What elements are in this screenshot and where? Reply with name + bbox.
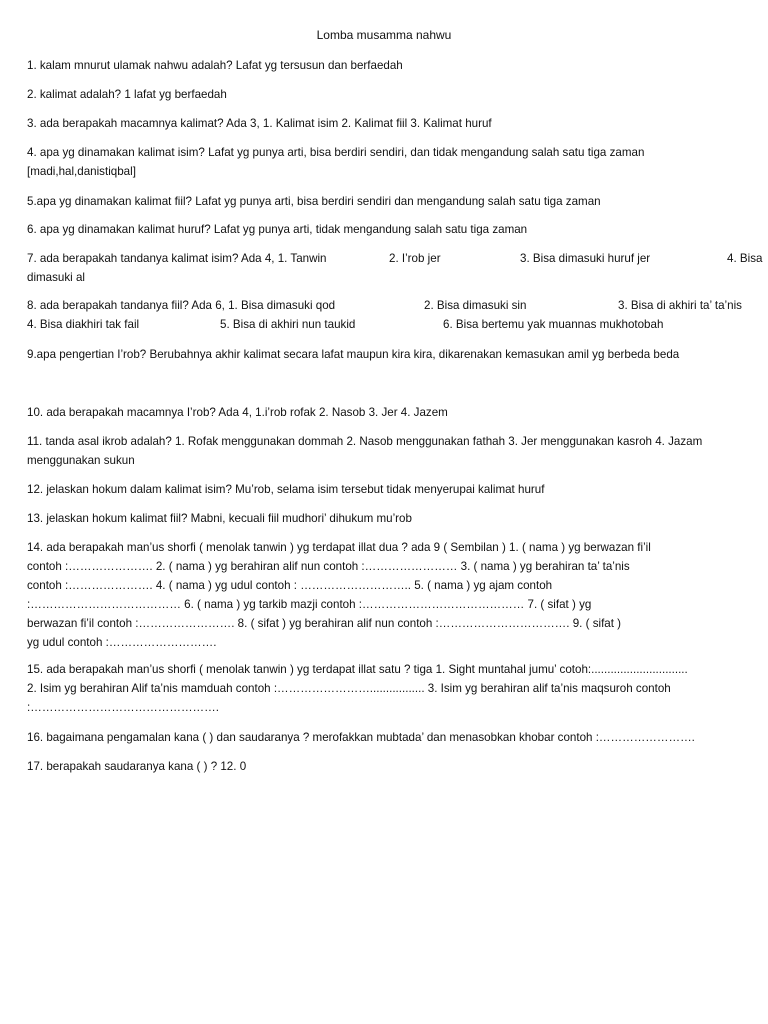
question-3-line-1: 3. ada berapakah macamnya kalimat? Ada 3, 1. Kalimat isim 2. Kalimat fiil 3. Kalimat huruf <box>27 117 492 130</box>
question-7-part-2: 2. I’rob jer <box>389 252 441 265</box>
question-16 <box>27 728 765 747</box>
question-5 <box>27 192 765 211</box>
question-6-line-1: 6. apa yg dinamakan kalimat huruf? Lafat yg punya arti, tidak mengandung salah satu tiga zaman <box>27 223 528 236</box>
question-14-line-6: yg udul contoh :………………………. <box>27 636 217 649</box>
question-8-part-5: 5. Bisa di akhiri nun taukid <box>220 318 356 331</box>
question-8 <box>27 296 765 334</box>
question-8-columns-1 <box>27 296 765 315</box>
question-16-line-1: 16. bagaimana pengamalan kana ( ) dan saudaranya ? merofakkan mubtada’ dan menasobkan khobar contoh :……………………. <box>27 731 695 744</box>
question-14-line-4: :………………………………… 6. ( nama ) yg tarkib mazji contoh :…………………………………… 7. ( sifat ) yg <box>27 598 592 611</box>
question-12 <box>27 480 765 499</box>
question-15-line-1: 15. ada berapakah man’us shorfi ( menolak tanwin ) yg terdapat illat satu ? tiga 1. Sight muntahal jumu’ cotoh:.............................. <box>27 663 688 676</box>
question-13 <box>27 509 765 528</box>
question-11-line-1: 11. tanda asal ikrob adalah? 1. Rofak menggunakan dommah 2. Nasob menggunakan fathah 3. Jer menggunakan kasroh 4. Jazam <box>27 435 703 448</box>
question-13-line-1: 13. jelaskan hokum kalimat fiil? Mabni, kecuali fiil mudhori’ dihukum mu’rob <box>27 512 412 525</box>
document-title: Lomba musamma nahwu <box>316 28 452 42</box>
question-2 <box>27 85 765 104</box>
question-14-line-1: 14. ada berapakah man’us shorfi ( menolak tanwin ) yg terdapat illat dua ? ada 9 ( Sembilan ) 1. ( nama ) yg berwazan fi’il <box>27 541 651 554</box>
question-4 <box>27 143 765 181</box>
question-8-part-4: 4. Bisa diakhiri tak fail <box>27 318 140 331</box>
question-14-line-5: berwazan fi’il contoh :……………………. 8. ( sifat ) yg berahiran alif nun contoh :……………………………. 9. ( sifat ) <box>27 617 622 630</box>
question-8-part-1: 8. ada berapakah tandanya fiil? Ada 6, 1. Bisa dimasuki qod <box>27 299 336 312</box>
question-4-line-2: [madi,hal,danistiqbal] <box>27 165 136 178</box>
question-14-line-3: contoh :…………………. 4. ( nama ) yg udul contoh : ……………………….. 5. ( nama ) yg ajam contoh <box>27 579 553 592</box>
question-11-line-2: menggunakan sukun <box>27 454 135 467</box>
question-8-part-2: 2. Bisa dimasuki sin <box>424 299 527 312</box>
question-9 <box>27 345 765 364</box>
question-5-line-1: 5.apa yg dinamakan kalimat fiil? Lafat yg punya arti, bisa berdiri sendiri dan mengandung salah satu tiga zaman <box>27 195 601 208</box>
question-4-line-1: 4. apa yg dinamakan kalimat isim? Lafat yg punya arti, bisa berdiri sendiri, dan tidak mengandung salah satu tiga zaman <box>27 146 645 159</box>
question-1 <box>27 56 765 75</box>
question-7-line-2: dimasuki al <box>27 271 85 284</box>
question-8-part-6: 6. Bisa bertemu yak muannas mukhotobah <box>443 318 664 331</box>
question-1-line-1: 1. kalam mnurut ulamak nahwu adalah? Lafat yg tersusun dan berfaedah <box>27 59 403 72</box>
question-8-columns-2 <box>27 315 765 334</box>
question-7-part-3: 3. Bisa dimasuki huruf jer <box>520 252 651 265</box>
question-9-line-1: 9.apa pengertian I’rob? Berubahnya akhir kalimat secara lafat maupun kira kira, dikarenakan kemasukan amil yg berbeda beda <box>27 348 680 361</box>
question-17 <box>27 757 765 776</box>
question-7 <box>27 249 765 287</box>
question-17-line-1: 17. berapakah saudaranya kana ( ) ? 12. 0 <box>27 760 247 773</box>
question-3 <box>27 114 765 133</box>
question-2-line-1: 2. kalimat adalah? 1 lafat yg berfaedah <box>27 88 227 101</box>
question-11 <box>27 432 765 470</box>
question-7-part-4: 4. Bisa <box>727 252 763 265</box>
question-7-columns <box>27 249 765 268</box>
question-10-line-1: 10. ada berapakah macamnya I’rob? Ada 4, 1.i’rob rofak 2. Nasob 3. Jer 4. Jazem <box>27 406 448 419</box>
question-8-part-3: 3. Bisa di akhiri ta’ ta’nis <box>618 299 742 312</box>
question-15-line-3: :…………………………………………. <box>27 701 219 714</box>
question-15-line-2: 2. Isim yg berahiran Alif ta’nis mamduah contoh :……………………................. 3. Isim yg berahiran alif ta’nis maqsuroh contoh <box>27 682 671 695</box>
question-10 <box>27 403 765 422</box>
question-15 <box>27 660 765 717</box>
question-6 <box>27 220 765 239</box>
question-14 <box>27 538 765 652</box>
question-7-part-1: 7. ada berapakah tandanya kalimat isim? Ada 4, 1. Tanwin <box>27 252 327 265</box>
question-12-line-1: 12. jelaskan hokum dalam kalimat isim? Mu’rob, selama isim tersebut tidak menyerupai kalimat huruf <box>27 483 545 496</box>
question-14-line-2: contoh :…………………. 2. ( nama ) yg berahiran alif nun contoh :…………………… 3. ( nama ) yg berahiran ta’ ta’nis <box>27 560 630 573</box>
